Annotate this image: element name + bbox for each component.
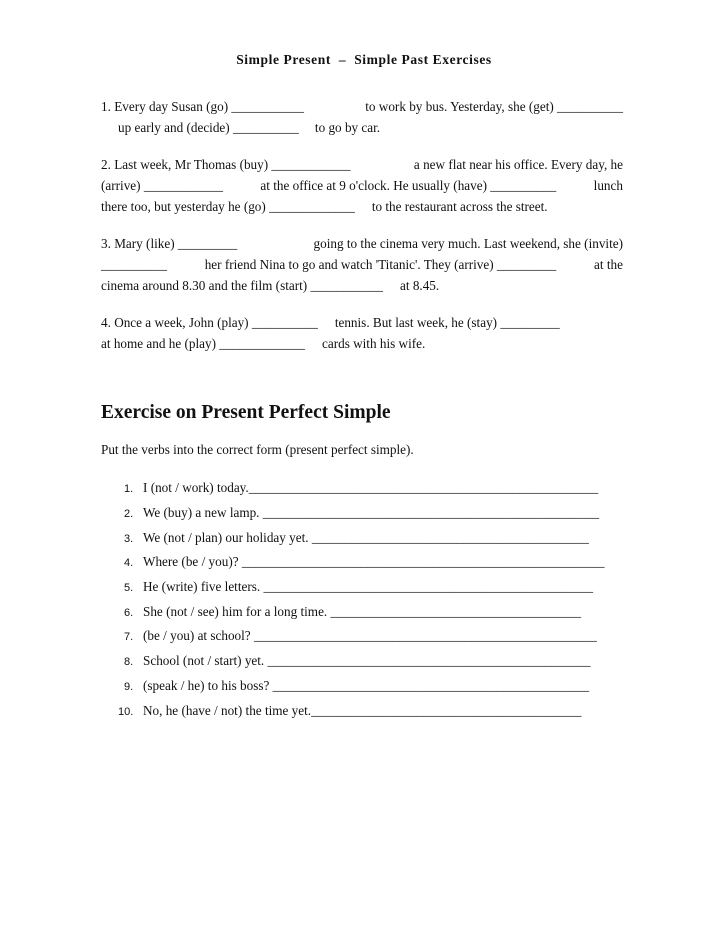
text-segment: at the	[594, 257, 623, 272]
item-number: 10.	[118, 705, 134, 718]
list-item	[101, 476, 631, 501]
text-segment: there too, but yesterday he (go) _____________	[101, 199, 355, 214]
text-segment: her friend Nina to go and watch 'Titanic'. They (arrive) _________	[204, 257, 557, 272]
text-line	[101, 275, 623, 296]
text-segment: __________	[101, 257, 167, 272]
exercise-paragraph-1	[101, 96, 623, 138]
item-number: 7.	[124, 631, 134, 644]
text-segment: cards with his wife.	[322, 336, 426, 351]
item-number: 6.	[124, 606, 134, 619]
text-segment: to the restaurant across the street.	[371, 199, 548, 214]
exercise-paragraph-2	[101, 154, 623, 217]
item-text: We (not / plan) our holiday yet. __________________________________________	[143, 529, 589, 545]
text-line	[101, 175, 623, 196]
list-item	[101, 649, 631, 674]
text-segment: to go by car.	[314, 120, 381, 135]
item-text: She (not / see) him for a long time. ______________________________________	[143, 603, 582, 619]
text-line	[101, 196, 623, 217]
item-number: 9.	[124, 680, 134, 693]
list-item	[101, 575, 631, 600]
text-segment: (arrive) ____________	[101, 178, 223, 193]
list-item	[101, 698, 631, 723]
text-segment: 4. Once a week, John (play) __________	[101, 315, 318, 330]
text-segment: a new flat near his office. Every day, he	[413, 157, 623, 172]
list-item	[101, 525, 631, 550]
text-segment: up early and (decide) __________	[118, 120, 299, 135]
item-text: Where (be / you)? _______________________________________________________	[143, 554, 605, 570]
text-line	[101, 254, 623, 275]
list-item	[101, 501, 631, 526]
item-text: He (write) five letters. __________________________________________________	[143, 579, 594, 595]
text-segment: going to the cinema very much. Last weekend, she (invite)	[313, 236, 623, 251]
item-number: 4.	[124, 557, 134, 570]
text-segment: to work by bus. Yesterday, she (get) __________	[365, 99, 623, 114]
exercise-paragraph-4	[101, 312, 623, 354]
item-text: (speak / he) to his boss? ________________________________________________	[143, 677, 590, 693]
text-line	[101, 96, 623, 117]
item-number: 8.	[124, 656, 134, 669]
item-text: (be / you) at school? ____________________________________________________	[143, 628, 597, 644]
text-segment: 2. Last week, Mr Thomas (buy) ____________	[101, 157, 351, 172]
item-number: 1.	[124, 483, 134, 496]
text-segment: 1. Every day Susan (go) ___________	[101, 99, 304, 114]
list-item	[101, 550, 631, 575]
text-segment: at 8.45.	[400, 278, 440, 293]
item-number: 5.	[124, 582, 134, 595]
text-segment: at the office at 9 o'clock. He usually (have) __________	[260, 178, 557, 193]
item-text: We (buy) a new lamp. ___________________________________________________	[143, 505, 600, 521]
instruction-text: Put the verbs into the correct form (present perfect simple).	[101, 442, 414, 457]
section-heading: Exercise on Present Perfect Simple	[101, 402, 391, 423]
exercise-list	[101, 476, 631, 723]
list-item	[101, 624, 631, 649]
page-title: Simple Present – Simple Past Exercises	[236, 52, 492, 67]
text-line	[101, 154, 623, 175]
text-line	[101, 233, 623, 254]
text-line	[101, 117, 623, 138]
item-number: 2.	[124, 508, 134, 521]
text-segment: tennis. But last week, he (stay) _________	[334, 315, 560, 330]
exercise-paragraph-3	[101, 233, 623, 296]
item-number: 3.	[124, 532, 134, 545]
list-item	[101, 674, 631, 699]
list-item	[101, 599, 631, 624]
text-line	[101, 312, 623, 333]
text-segment: at home and he (play) _____________	[101, 336, 305, 351]
item-text: No, he (have / not) the time yet._________________________________________	[143, 702, 582, 718]
text-segment: lunch	[593, 178, 623, 193]
item-text: I (not / work) today._____________________________________________________	[143, 480, 599, 496]
text-segment: 3. Mary (like) _________	[101, 236, 238, 251]
text-line	[101, 333, 623, 354]
text-segment: cinema around 8.30 and the film (start) ___________	[101, 278, 383, 293]
item-text: School (not / start) yet. _________________________________________________	[143, 653, 591, 669]
